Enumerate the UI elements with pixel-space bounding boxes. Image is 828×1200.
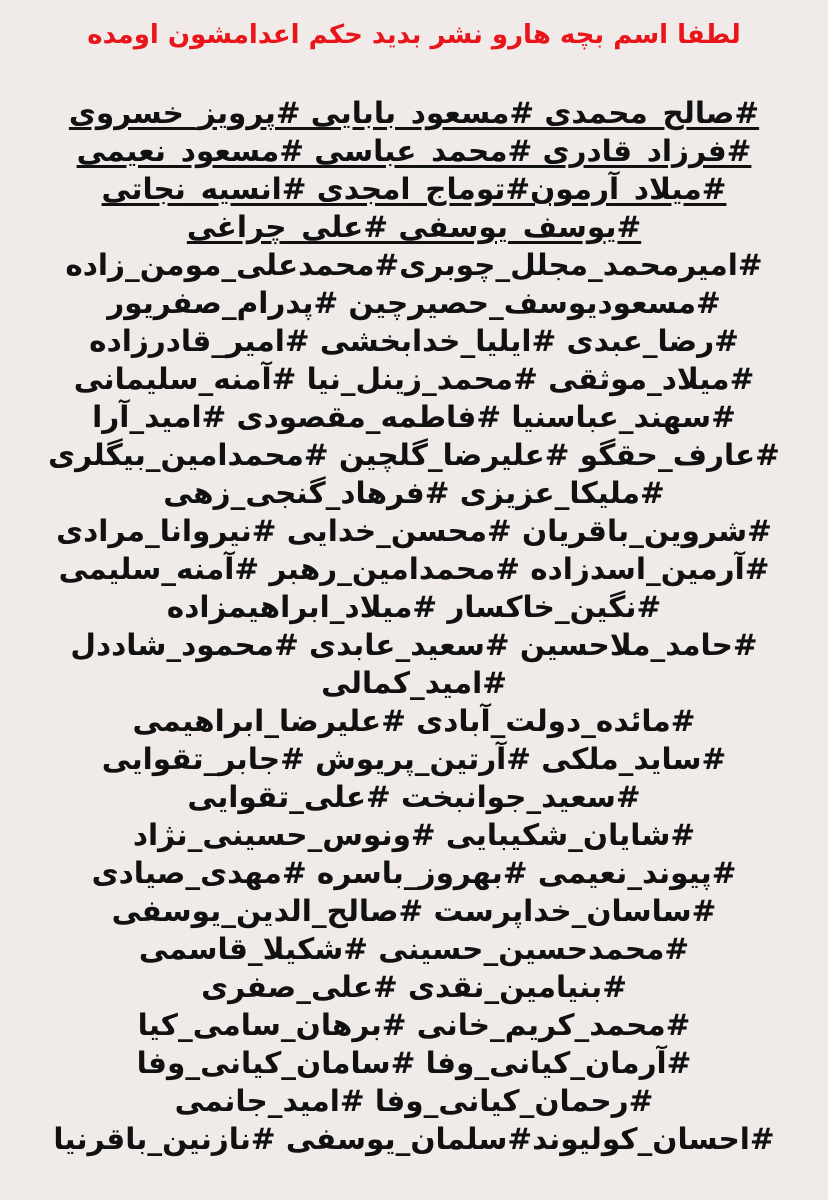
hashtag-line: #میلاد_آرمون#توماج_امجدی #انسیه_نجاتی: [101, 172, 727, 206]
headline: لطفا اسم بچه هارو نشر بدید حکم اعدامشون اومده: [87, 20, 741, 50]
hashtag-line: #سهند_عباسنیا #فاطمه_مقصودی #امید_آرا: [92, 400, 736, 434]
hashtag-line: #سعید_جوانبخت #علی_تقوایی: [187, 780, 641, 814]
hashtag-line: #رضا_عبدی #ایلیا_خدابخشی #امیر_قادرزاده: [89, 324, 739, 358]
hashtag-line: #عارف_حقگو #علیرضا_گلچین #محمدامین_بیگلری: [48, 438, 780, 472]
hashtag-line: #مسعودیوسف_حصیرچین #پدرام_صفریور: [107, 286, 721, 320]
hashtag-list: [0, 94, 828, 1158]
hashtag-line: #یوسف_یوسفی #علی_چراغی: [186, 210, 642, 244]
hashtag-line: #محمدحسین_حسینی #شکیلا_قاسمی: [138, 932, 690, 966]
hashtag-line: #حامد_ملاحسین #سعید_عابدی #محمود_شاددل: [70, 628, 758, 662]
hashtag-line: #فرزاد_قادری #محمد_عباسی #مسعود_نعیمی: [76, 134, 752, 168]
hashtag-line: #امید_کمالی: [321, 666, 507, 700]
hashtag-line: #صالح_محمدی #مسعود_بابایی #پرویز_خسروی: [68, 96, 760, 130]
hashtag-line: #ساید_ملکی #آرتین_پریوش #جابر_تقوایی: [101, 742, 727, 776]
hashtag-line: #ساسان_خداپرست #صالح_الدین_یوسفی: [111, 894, 717, 928]
hashtag-line: #محمد_کریم_خانی #برهان_سامی_کیا: [137, 1008, 691, 1042]
hashtag-line: #احسان_کولیوند#سلمان_یوسفی #نازنین_باقرنیا: [53, 1122, 775, 1156]
hashtag-line: #نگین_خاکسار #میلاد_ابراهیمزاده: [166, 590, 662, 624]
hashtag-line: #شروین_باقریان #محسن_خدایی #نیروانا_مرادی: [56, 514, 772, 548]
hashtag-line: #رحمان_کیانی_وفا #امید_جانمی: [174, 1084, 654, 1118]
hashtag-line: #بنیامین_نقدی #علی_صفری: [201, 970, 627, 1004]
hashtag-line: #آرمان_کیانی_وفا #سامان_کیانی_وفا: [136, 1046, 692, 1080]
hashtag-line: #مائده_دولت_آبادی #علیرضا_ابراهیمی: [132, 704, 696, 738]
hashtag-line: #شایان_شکیبایی #ونوس_حسینی_نژاد: [132, 818, 696, 852]
hashtag-line: #امیرمحمد_مجلل_چوبری#محمدعلی_مومن_زاده: [65, 248, 763, 282]
hashtag-line: #آرمین_اسدزاده #محمدامین_رهبر #آمنه_سلیمی: [58, 552, 770, 586]
hashtag-line: #میلاد_موثقی #محمد_زینل_نیا #آمنه_سلیمانی: [73, 362, 755, 396]
hashtag-line: #پیوند_نعیمی #بهروز_باسره #مهدی_صیادی: [91, 856, 737, 890]
hashtag-line: #ملیکا_عزیزی #فرهاد_گنجی_زهی: [163, 476, 665, 510]
